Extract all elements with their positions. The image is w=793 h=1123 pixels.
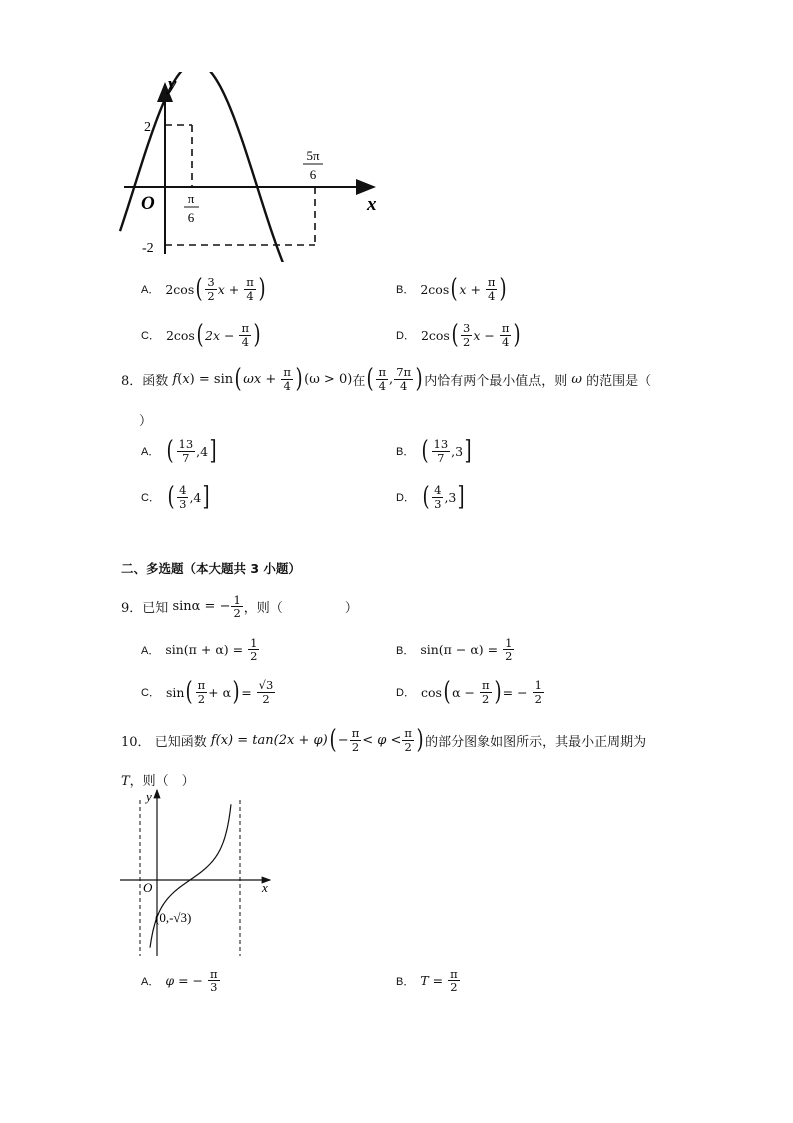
q9-option-a[interactable]: A． sin(π + α) = $\frac{1}{2}$ — [141, 636, 258, 664]
x-axis-label: x — [367, 194, 377, 215]
q8-option-a[interactable]: A． ( $\frac{13}{7}$ ,4 ] — [141, 436, 217, 466]
y-axis-label: y — [146, 789, 152, 804]
origin-label: O — [141, 193, 155, 214]
q10-stem: 10． 已知函数 f(x) = tan(2x + φ) ( − $\frac{\pi}{2}$ < φ < $\frac{\pi}{2}$ ) 的部分图象如图所示，其最小正周期为 — [121, 725, 647, 755]
six-label: 6 — [187, 210, 195, 225]
q7-option-c[interactable]: C． 2cos ( 2x − $\frac{\pi}{4}$ ) — [141, 320, 261, 350]
pi-label: π — [187, 191, 195, 206]
q7-option-d[interactable]: D． 2cos ( $\frac{3}{2}$ x − $\frac{\pi}{4}$ ) — [396, 320, 522, 350]
fivepi-label: 5π — [306, 148, 320, 163]
q9-option-b[interactable]: B． sin(π − α) = $\frac{1}{2}$ — [396, 636, 513, 664]
q9-option-d[interactable]: D． cos ( α − $\frac{\pi}{2}$ ) = − $\frac{1}{2}$ — [396, 677, 542, 707]
tangent-graph — [112, 786, 282, 958]
six2-label: 6 — [309, 167, 317, 182]
q8-stem: 8． 函数 f ( x ) = sin ( ωx + $\frac{\pi}{4}$ ) (ω > 0) 在 ( $\frac{\pi}{4}$ , $\frac{7\pi}{4}$ ) 内恰有两个最小值点，则 ω 的范围是（ — [121, 364, 652, 394]
x-axis-label: x — [262, 880, 268, 895]
cosine-graph — [112, 72, 382, 262]
tangent-curve — [150, 804, 231, 947]
q8-option-d[interactable]: D． ( $\frac{4}{3}$ ,3 ] — [396, 482, 466, 512]
origin-label: O — [143, 880, 153, 895]
section-title: 二、多选题（本大题共 3 小题） — [121, 561, 301, 576]
q10-option-b[interactable]: B． T = $\frac{\pi}{2}$ — [396, 967, 458, 995]
ymax-label: 2 — [144, 120, 151, 135]
q9-option-c[interactable]: C． sin ( $\frac{\pi}{2}$ + α ) = $\frac{√3}{2}$ — [141, 677, 274, 707]
q8-option-b[interactable]: B． ( $\frac{13}{7}$ ,3 ] — [396, 436, 472, 466]
q10-stem-line2: T，则（ ） — [121, 774, 195, 789]
q8-option-c[interactable]: C． ( $\frac{4}{3}$ ,4 ] — [141, 482, 211, 512]
point-label: (0,-√3) — [155, 910, 192, 925]
ymin-label: -2 — [142, 241, 154, 256]
q7-option-a[interactable]: A． 2cos ( $\frac{3}{2}$ x + $\frac{\pi}{4}$ ) — [141, 274, 266, 304]
q10-option-a[interactable]: A． φ = − $\frac{\pi}{3}$ — [141, 967, 218, 995]
cosine-curve — [120, 72, 352, 262]
q8-stem-close: ） — [139, 414, 153, 429]
q7-option-b[interactable]: B． 2cos ( x + $\frac{\pi}{4}$ ) — [396, 274, 508, 304]
y-axis-label: y — [168, 74, 177, 95]
q9-stem: 9． 已知 sinα = − $\frac{1}{2}$ ，则（ ） — [121, 593, 358, 621]
